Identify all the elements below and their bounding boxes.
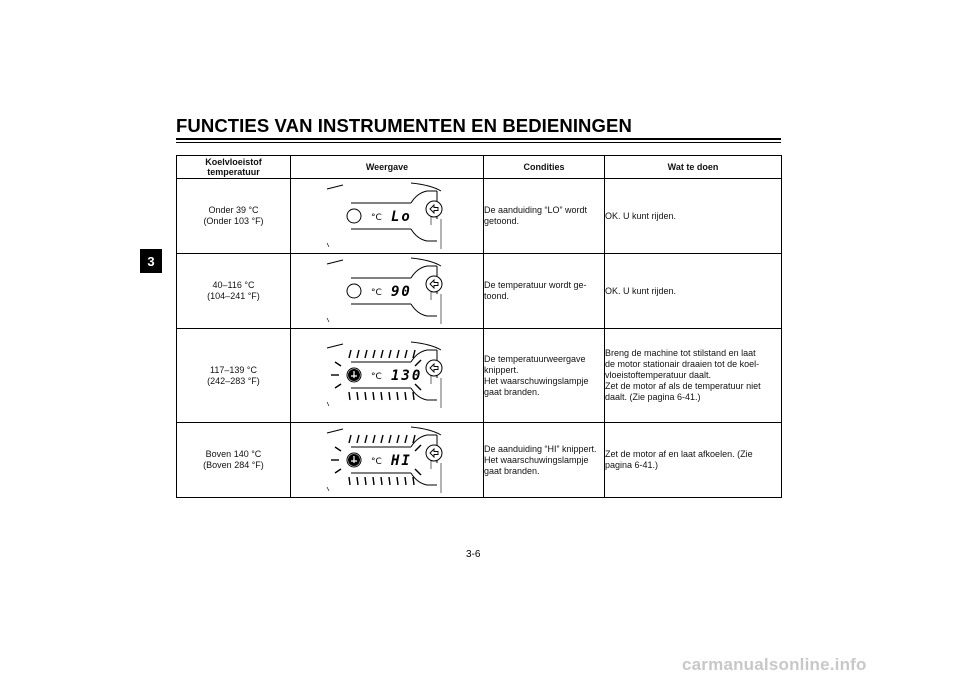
blink-ray-bottom (397, 392, 398, 400)
lcd-readout: 90 (391, 284, 412, 300)
blink-ray-bottom (365, 477, 366, 485)
lcd-unit: °C (371, 457, 382, 467)
cell-temperature: 117–139 °C (242–283 °F) (177, 329, 291, 423)
chapter-tab: 3 (140, 249, 162, 273)
blink-ray-bottom (381, 477, 382, 485)
blink-ray-top (357, 435, 359, 443)
blink-ray-top (365, 350, 367, 358)
blink-ray-top (405, 350, 407, 358)
blink-ray-bottom (357, 392, 358, 400)
header-conditions: Condities (484, 156, 605, 179)
blink-ray-top (405, 435, 407, 443)
blink-ray-bottom (397, 477, 398, 485)
cell-conditions: De aanduiding “HI” knippert. Het waarschuwingslampje gaat branden. (484, 423, 605, 498)
watermark-text: carmanualsonline.info (682, 655, 867, 674)
lcd-outline (327, 258, 441, 324)
lcd-display-illustration (291, 254, 484, 328)
cell-conditions: De aanduiding “LO” wordt getoond. (484, 179, 605, 254)
lcd-outline (327, 183, 441, 249)
blink-ray-bottom (373, 392, 374, 400)
lcd-unit: °C (371, 213, 382, 223)
cell-display (291, 179, 484, 254)
cell-temperature: 40–116 °C (104–241 °F) (177, 254, 291, 329)
page-number: 3-6 (466, 549, 481, 560)
cell-conditions: De temperatuurweergave knippert. Het waarschuwingslampje gaat branden. (484, 329, 605, 423)
arrow-icon (426, 360, 442, 376)
warning-icon (348, 454, 360, 466)
table-row (177, 254, 782, 329)
blink-ray-top (389, 350, 391, 358)
table-row (177, 329, 782, 423)
cell-display (291, 423, 484, 498)
table-row (177, 423, 782, 498)
header-action: Wat te doen (605, 156, 782, 179)
blink-ray-top (381, 350, 383, 358)
cell-conditions: De temperatuur wordt ge- toond. (484, 254, 605, 329)
blink-ray-side (415, 384, 421, 390)
blink-ray-side (335, 469, 341, 473)
blink-ray-bottom (389, 392, 390, 400)
blink-ray-bottom (405, 477, 406, 485)
cell-action: Zet de motor af en laat afkoelen. (Zie pagina 6-41.) (605, 423, 782, 498)
blink-ray-top (373, 435, 375, 443)
blink-ray-top (397, 350, 399, 358)
table-row (177, 179, 782, 254)
blink-ray-top (349, 350, 351, 358)
coolant-temperature-table (176, 155, 782, 498)
lcd-display-illustration (291, 179, 484, 253)
lcd-readout: 130 (391, 368, 423, 384)
lcd-unit: °C (371, 288, 382, 298)
lcd-outline (327, 427, 441, 493)
blink-ray-side (335, 384, 341, 388)
table-header-row (177, 156, 782, 179)
blink-ray-side (415, 360, 421, 366)
cell-display (291, 329, 484, 423)
lcd-display-illustration (291, 423, 484, 497)
cell-action: OK. U kunt rijden. (605, 254, 782, 329)
arrow-icon (426, 276, 442, 292)
blink-ray-bottom (405, 392, 406, 400)
title-rule-thin (176, 142, 781, 143)
cell-display (291, 254, 484, 329)
blink-ray-top (373, 350, 375, 358)
blink-ray-top (397, 435, 399, 443)
lcd-display-illustration (291, 329, 484, 422)
arrow-icon (426, 201, 442, 217)
cell-action: OK. U kunt rijden. (605, 179, 782, 254)
blink-ray-side (415, 469, 421, 475)
blink-ray-top (357, 350, 359, 358)
blink-ray-bottom (365, 392, 366, 400)
blink-ray-side (415, 445, 421, 451)
blink-ray-top (365, 435, 367, 443)
cell-temperature: Boven 140 °C (Boven 284 °F) (177, 423, 291, 498)
blink-ray-bottom (357, 477, 358, 485)
warning-icon (348, 369, 360, 381)
blink-ray-bottom (373, 477, 374, 485)
blink-ray-bottom (389, 477, 390, 485)
blink-ray-top (381, 435, 383, 443)
blink-ray-bottom (413, 392, 414, 400)
blink-ray-bottom (349, 392, 350, 400)
lcd-outline (327, 342, 441, 408)
title-rule (176, 138, 781, 140)
blink-ray-top (389, 435, 391, 443)
blink-ray-bottom (349, 477, 350, 485)
header-display: Weergave (291, 156, 484, 179)
blink-ray-bottom (413, 477, 414, 485)
lcd-readout: HI (391, 453, 412, 469)
blink-ray-top (349, 435, 351, 443)
arrow-icon (426, 445, 442, 461)
cell-temperature: Onder 39 °C (Onder 103 °F) (177, 179, 291, 254)
page-title: FUNCTIES VAN INSTRUMENTEN EN BEDIENINGEN (176, 115, 632, 136)
blink-ray-side (335, 447, 341, 451)
cell-action: Breng de machine tot stilstand en laat de motor stationair draaien tot de koel- vloeistoftemperatuur daalt. Zet de motor af als de temperatuur niet daalt. (Zie pagina 6-41.) (605, 329, 782, 423)
lcd-readout: Lo (391, 209, 412, 225)
header-temperature: Koelvloeistof temperatuur (177, 156, 291, 179)
blink-ray-side (335, 362, 341, 366)
blink-ray-bottom (381, 392, 382, 400)
lcd-unit: °C (371, 372, 382, 382)
